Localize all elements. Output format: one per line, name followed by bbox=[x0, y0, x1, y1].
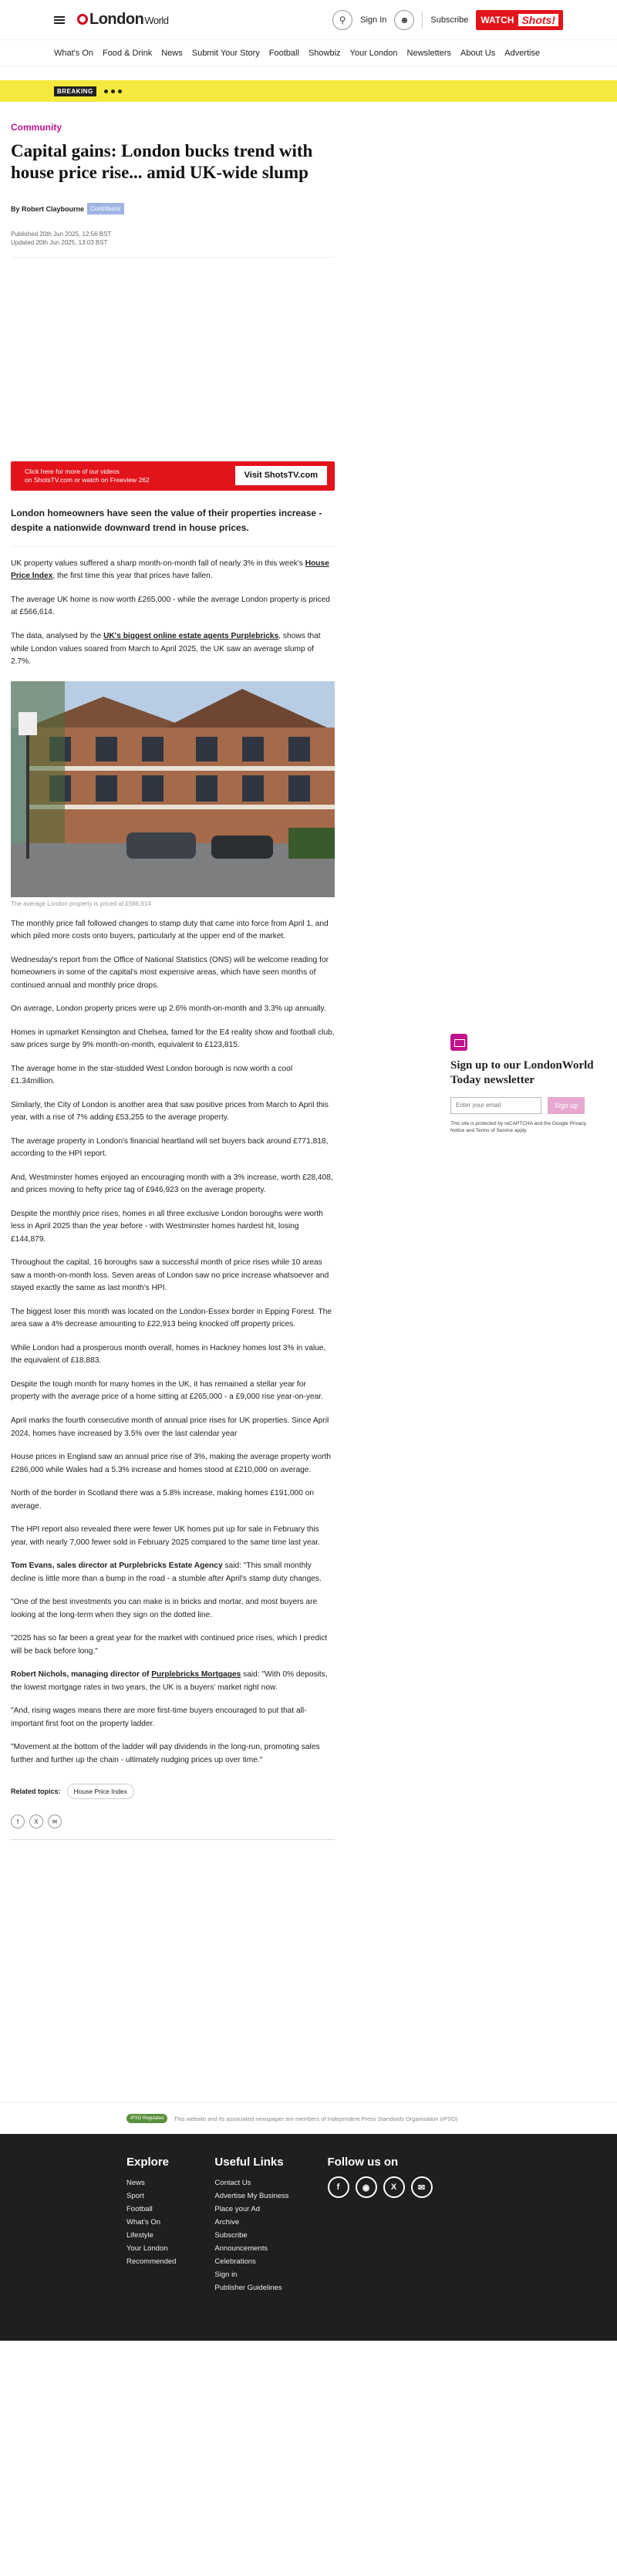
footer-link[interactable]: Sign in bbox=[214, 2270, 238, 2280]
footer-link[interactable]: Archive bbox=[214, 2218, 240, 2227]
body-paragraph: The average property in London's financial heartland will set buyers back around £771,818, according to the HPI report. bbox=[11, 1136, 329, 1159]
ipso-badge[interactable]: IPSO Regulated bbox=[126, 2114, 167, 2123]
article-image[interactable] bbox=[11, 681, 335, 897]
ipso-notice bbox=[0, 2102, 617, 2134]
email-icon[interactable]: ✉ bbox=[48, 1815, 62, 1828]
main-nav bbox=[0, 40, 617, 66]
newsletter-form bbox=[450, 1097, 597, 1114]
byline bbox=[11, 203, 335, 214]
recaptcha-notice: This site is protected by reCAPTCHA and the Google Privacy Notice and Terms of Service apply. bbox=[450, 1120, 586, 1133]
footer-link[interactable]: Recommended bbox=[126, 2257, 177, 2267]
nav-advertise[interactable]: Advertise bbox=[504, 48, 541, 58]
nav-showbiz[interactable]: Showbiz bbox=[308, 48, 341, 58]
footer-link[interactable]: Football bbox=[126, 2205, 153, 2214]
nav-submit-story[interactable]: Submit Your Story bbox=[191, 48, 260, 58]
facebook-icon[interactable]: f bbox=[11, 1815, 25, 1828]
breaking-loading-icon bbox=[104, 89, 122, 93]
quote-text: said: "This small monthly decline is little more than a bump in the road - a stumble after April's stamp duty changes. bbox=[11, 1561, 322, 1583]
house-photo bbox=[11, 681, 335, 897]
footer-link[interactable]: News bbox=[126, 2179, 145, 2188]
newsletter-title: Sign up to our LondonWorld Today newsletter bbox=[450, 1059, 594, 1086]
image-caption: The average London property is priced at £566,614 bbox=[11, 900, 151, 907]
breaking-label: BREAKING bbox=[54, 86, 96, 96]
quote-paragraph: "2025 has so far been a great year for the market with continued price rises, which I predict will be back before long." bbox=[11, 1634, 328, 1656]
body-paragraph: Despite the tough month for many homes in the UK, it has remained a stellar year for property with the average price of a home sitting at £265,000 - a £9,000 rise year-on-year. bbox=[11, 1379, 323, 1402]
body-paragraph: The biggest loser this month was located on the London-Essex border in Epping Forest. The area saw a 4% decrease amounting to £22,913 being knocked off property prices. bbox=[11, 1307, 332, 1329]
watch-label: WATCH bbox=[480, 14, 514, 25]
footer-link[interactable]: Lifestyle bbox=[126, 2231, 153, 2240]
instagram-icon[interactable]: ◉ bbox=[356, 2176, 377, 2198]
nav-food-drink[interactable]: Food & Drink bbox=[103, 48, 153, 58]
quote-speaker: Tom Evans, sales director at Purplebricks Estate Agency bbox=[11, 1561, 223, 1571]
paragraph-text: , the first time this year that prices have fallen. bbox=[52, 572, 213, 581]
quote-paragraph: "One of the best investments you can make is in bricks and mortar, and most buyers are looking at the long-term when they sign on the dotted line. bbox=[11, 1598, 318, 1619]
logo-subtext: World bbox=[144, 15, 169, 26]
body-paragraph: Similarly, the City of London is another area that saw positive prices from March to April this year, with a rise of 7% adding £53,255 to the average property. bbox=[11, 1100, 329, 1123]
logo-mark-icon bbox=[77, 14, 88, 25]
site-footer bbox=[0, 2134, 617, 2341]
body-paragraph: Wednesday's report from the Office of National Statistics (ONS) will be welcome reading for homeowners in some of the capital's most expensive areas, which have seen months of continued annual and monthly price drops. bbox=[11, 955, 329, 990]
quote-paragraph bbox=[11, 1669, 335, 1694]
nav-newsletters[interactable]: Newsletters bbox=[406, 48, 451, 58]
footer-explore-title: Explore bbox=[126, 2156, 170, 2169]
search-icon[interactable]: ⚲ bbox=[332, 10, 352, 30]
quote-paragraph: "Movement at the bottom of the ladder will pay dividends in the long-run, promoting sales further and further up the chain - ultimately nudging prices up over time." bbox=[11, 1743, 320, 1764]
paragraph-text: UK property values suffered a sharp month-on-month fall of nearly 3% in this week's bbox=[11, 559, 305, 568]
quote-paragraph bbox=[11, 1560, 335, 1585]
quote-text: said: "With 0% deposits, the lowest mortgage rates in two years, the UK is a buyers' market right now. bbox=[11, 1670, 328, 1692]
shotstv-banner[interactable] bbox=[11, 461, 335, 491]
footer-link[interactable]: What's On bbox=[126, 2218, 161, 2227]
body-paragraph: North of the border in Scotland there was a 5.8% increase, making homes £191,000 on average. bbox=[11, 1489, 315, 1511]
updated-date: Updated 20th Jun 2025, 13:03 BST bbox=[11, 239, 108, 247]
quote-speaker: Robert Nichols, managing director of bbox=[11, 1670, 152, 1680]
social-links bbox=[328, 2176, 433, 2198]
newsletter-icon bbox=[450, 1034, 467, 1051]
breaking-bar bbox=[0, 80, 617, 102]
banner-text-2: on ShotsTV.com or watch on Freeview 262 bbox=[25, 475, 150, 484]
footer-link[interactable]: Subscribe bbox=[214, 2231, 248, 2240]
logo-text: London bbox=[89, 11, 144, 28]
footer-link[interactable]: Sport bbox=[126, 2192, 144, 2201]
shots-logo: Shots! bbox=[518, 14, 558, 26]
email-field[interactable] bbox=[450, 1097, 541, 1114]
article-standfirst: London homeowners have seen the value of their properties increase - despite a nationwide downward trend in house prices. bbox=[11, 506, 335, 547]
footer-explore bbox=[126, 2156, 176, 2294]
sign-up-button[interactable]: Sign up bbox=[548, 1097, 585, 1114]
body-paragraph bbox=[11, 630, 335, 669]
footer-useful-title: Useful Links bbox=[214, 2156, 284, 2169]
body-paragraph: And, Westminster homes enjoyed an encouraging month with a 3% increase, worth £28,408, and prices moving to hefty price tag of £946,923 on the average property. bbox=[11, 1173, 333, 1195]
article-dates bbox=[11, 230, 335, 257]
nav-your-london[interactable]: Your London bbox=[349, 48, 398, 58]
contributor-badge: Contributor bbox=[87, 203, 124, 214]
share-bar bbox=[11, 1815, 335, 1840]
header-divider bbox=[422, 12, 423, 28]
paragraph-text: , shows that while London values soared from March to April 2025, the UK saw an average slump of 2.7%. bbox=[11, 632, 321, 667]
related-topics-label: Related topics: bbox=[11, 1788, 61, 1796]
body-paragraph bbox=[11, 558, 335, 583]
body-paragraph: Homes in upmarket Kensington and Chelsea, famed for the E4 reality show and football club, saw prices surge by 9% month-on-month, equivalent to £123,815. bbox=[11, 1028, 335, 1050]
footer-link[interactable]: Place your Ad bbox=[214, 2205, 261, 2214]
article-headline: Capital gains: London bucks trend with house price rise... amid UK-wide slump bbox=[11, 141, 313, 182]
x-icon[interactable]: X bbox=[29, 1815, 43, 1828]
visit-shotstv-button[interactable]: Visit ShotsTV.com bbox=[235, 466, 327, 484]
footer-follow-title: Follow us on bbox=[327, 2156, 399, 2169]
site-header bbox=[0, 0, 617, 40]
body-paragraph: The average UK home is now worth £265,000 - while the average London property is priced at £566,614. bbox=[11, 595, 330, 617]
body-paragraph: House prices in England saw an annual price rise of 3%, making the average property worth £286,000 while Wales had a 5.3% increase and homes stood at £210,000 on average. bbox=[11, 1453, 332, 1474]
article bbox=[11, 102, 335, 1840]
tag-house-price-index[interactable]: House Price Index bbox=[67, 1784, 134, 1799]
nav-about-us[interactable]: About Us bbox=[460, 48, 496, 58]
footer-link[interactable]: Publisher Guidelines bbox=[214, 2284, 282, 2293]
email-icon[interactable]: ✉ bbox=[411, 2176, 433, 2198]
body-paragraph: Despite the monthly price rises, homes in all three exclusive London boroughs were worth less in April 2025 than the year before - with Westminster homes hardest hit, losing £144,879. bbox=[11, 1209, 323, 1244]
related-topics bbox=[11, 1784, 335, 1799]
nav-news[interactable]: News bbox=[161, 48, 183, 58]
footer-link[interactable]: Announcements bbox=[214, 2244, 268, 2254]
menu-icon[interactable] bbox=[54, 16, 65, 24]
banner-text-1: Click here for more of our videos bbox=[25, 467, 120, 475]
body-paragraph: While London had a prosperous month overall, homes in Hackney homes lost 3% in value, the equivalent of £18,883. bbox=[11, 1343, 326, 1366]
footer-link[interactable]: Advertise My Business bbox=[214, 2192, 289, 2201]
newsletter-signup bbox=[450, 1034, 597, 1134]
footer-link[interactable]: Contact Us bbox=[214, 2179, 251, 2188]
house-price-index-link[interactable]: House Price Index bbox=[11, 559, 329, 581]
watch-shots-button[interactable] bbox=[476, 10, 563, 30]
purplebricks-link[interactable]: UK's biggest online estate agents Purplebricks bbox=[103, 632, 279, 640]
purplebricks-mortgages-link[interactable]: Purplebricks Mortgages bbox=[151, 1670, 241, 1680]
facebook-icon[interactable]: f bbox=[328, 2176, 349, 2198]
footer-useful-links bbox=[214, 2156, 288, 2294]
site-logo[interactable] bbox=[77, 11, 169, 29]
sign-in-link[interactable]: Sign In bbox=[360, 15, 387, 25]
body-paragraph: The average home in the star-studded West London borough is now worth a cool £1.34million. bbox=[11, 1064, 293, 1086]
body-paragraph: Throughout the capital, 16 boroughs saw a successful month of price rises while 10 areas saw a month-on-month loss. Seven areas of London saw no price increase whatsoever and stayed exactly the same as last month's HPI. bbox=[11, 1258, 329, 1293]
paragraph-text: The data, analysed by the bbox=[11, 632, 104, 640]
ipso-text: This website and its associated newspaper are members of Independent Press Standards Organisation (IPSO) bbox=[174, 2115, 458, 2122]
article-category[interactable]: Community bbox=[11, 122, 62, 133]
footer-follow bbox=[328, 2156, 433, 2294]
user-icon[interactable]: ☻ bbox=[394, 10, 414, 30]
published-date: Published 20th Jun 2025, 12:56 BST bbox=[11, 231, 112, 238]
body-paragraph: April marks the fourth consecutive month of annual price rises for UK properties. Since April 2024, homes have increased by 3.5% over the last calendar year bbox=[11, 1416, 329, 1438]
subscribe-link[interactable]: Subscribe bbox=[430, 15, 469, 25]
author-name[interactable]: By Robert Claybourne bbox=[11, 204, 85, 213]
nav-football[interactable]: Football bbox=[268, 48, 299, 58]
video-ad-slot bbox=[11, 258, 335, 461]
footer-link[interactable]: Celebrations bbox=[214, 2257, 256, 2267]
body-paragraph: The HPI report also revealed there were fewer UK homes put up for sale in February this year, with nearly 7,000 fewer sold in February 2025 compared to the same time last year. bbox=[11, 1525, 320, 1547]
footer-link[interactable]: Your London bbox=[126, 2244, 168, 2254]
x-icon[interactable]: X bbox=[383, 2176, 405, 2198]
body-paragraph: The monthly price fall followed changes to stamp duty that came into force from April 1, and which piled more costs onto buyers, particularly at the upper end of the market. bbox=[11, 919, 329, 941]
nav-whats-on[interactable]: What's On bbox=[54, 48, 94, 58]
quote-paragraph: "And, rising wages means there are more first-time buyers encouraged to put that all-important first foot on the property ladder. bbox=[11, 1707, 307, 1728]
body-paragraph: On average, London property prices were up 2.6% month-on-month and 3.3% up annually. bbox=[11, 1004, 326, 1014]
sidebar bbox=[450, 102, 597, 1840]
